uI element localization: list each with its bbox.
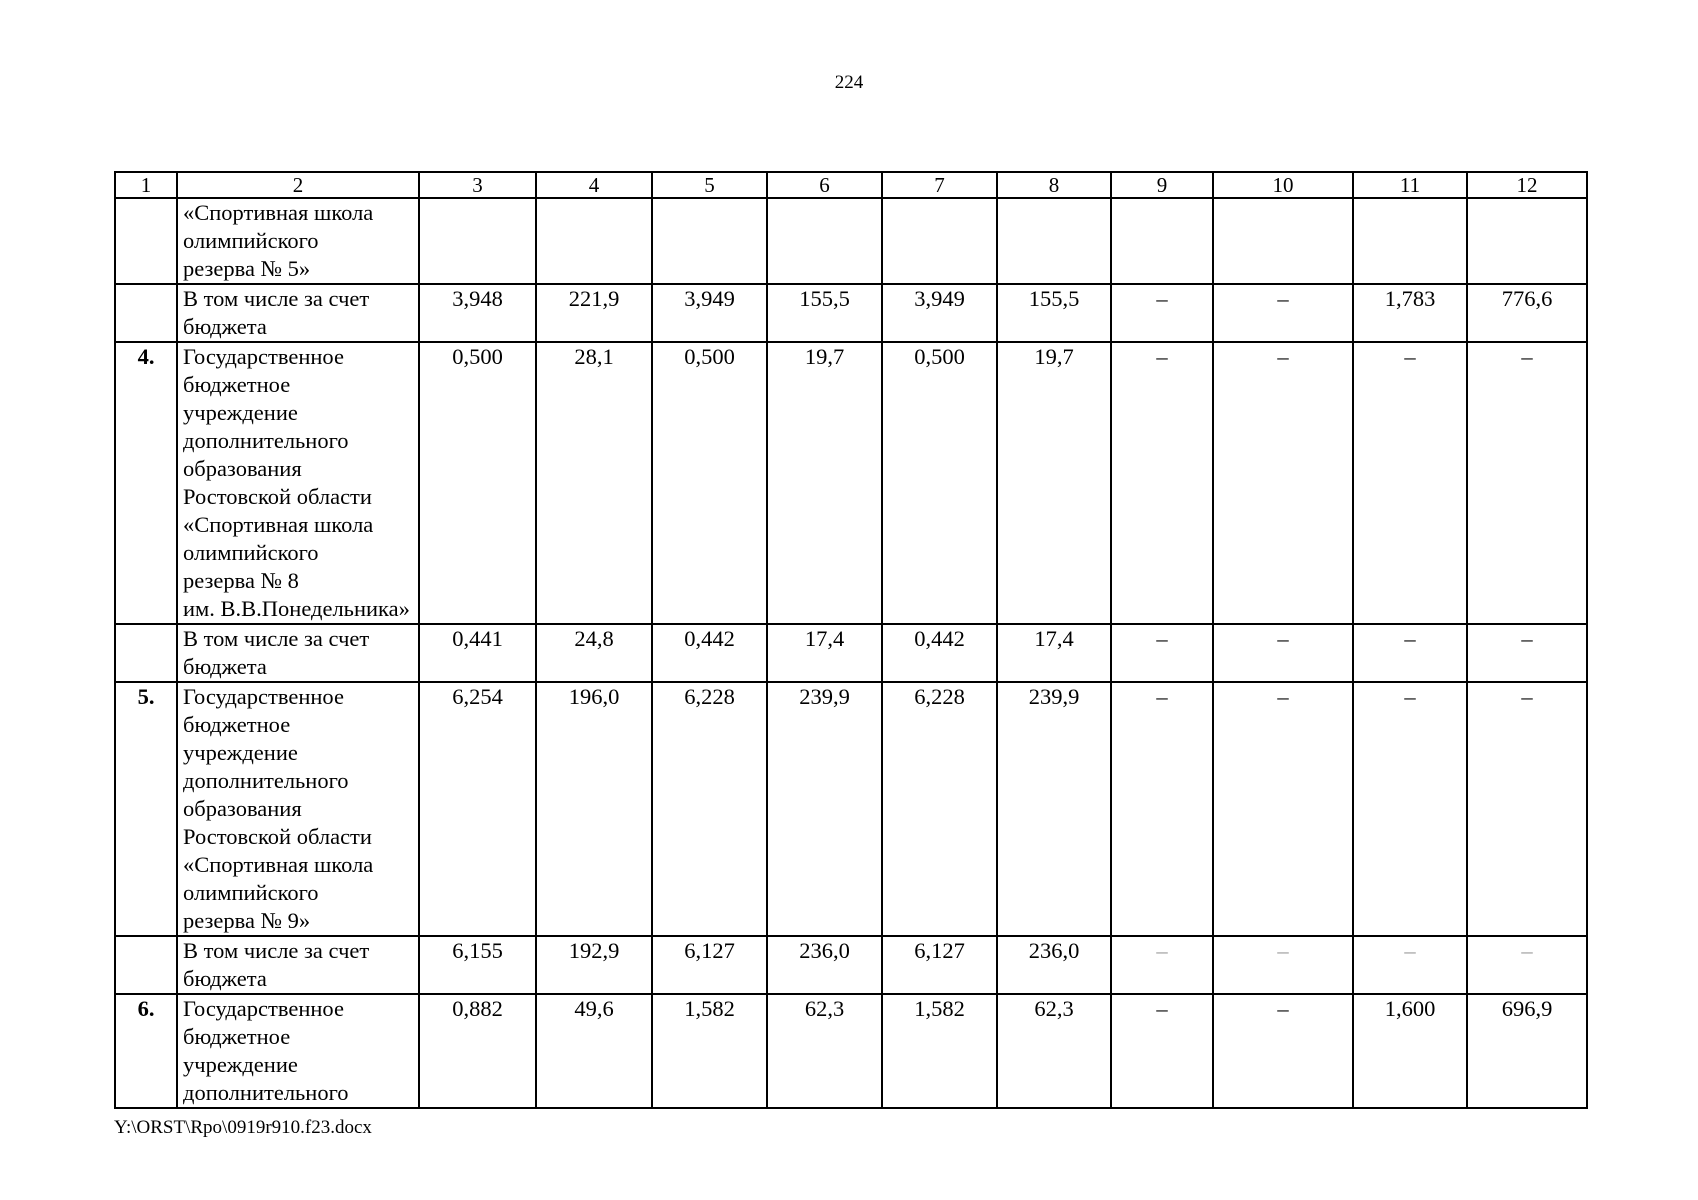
column-number-header: 12 xyxy=(1467,172,1587,198)
column-number-header: 2 xyxy=(177,172,419,198)
value-cell: 192,9 xyxy=(536,936,652,994)
value-cell: 6,228 xyxy=(882,682,997,936)
column-number-header: 10 xyxy=(1213,172,1353,198)
value-cell: 3,949 xyxy=(882,284,997,342)
value-cell: 776,6 xyxy=(1467,284,1587,342)
value-cell: 0,441 xyxy=(419,624,536,682)
value-cell: 221,9 xyxy=(536,284,652,342)
value-cell: 1,582 xyxy=(882,994,997,1108)
value-cell xyxy=(997,198,1111,284)
value-cell: 62,3 xyxy=(997,994,1111,1108)
value-cell: 49,6 xyxy=(536,994,652,1108)
value-cell: 19,7 xyxy=(997,342,1111,624)
value-cell: 6,155 xyxy=(419,936,536,994)
table-row xyxy=(115,198,1587,284)
institution-name-cell: Государственное бюджетное учреждение дополнительного xyxy=(177,994,419,1108)
value-cell: 0,442 xyxy=(652,624,767,682)
table-row xyxy=(115,284,1587,342)
value-cell: 239,9 xyxy=(997,682,1111,936)
table-row xyxy=(115,936,1587,994)
column-number-header: 4 xyxy=(536,172,652,198)
value-cell: – xyxy=(1213,624,1353,682)
value-cell: – xyxy=(1467,624,1587,682)
row-number-cell: 6. xyxy=(115,994,177,1108)
page-number: 224 xyxy=(834,72,864,93)
value-cell: 28,1 xyxy=(536,342,652,624)
value-cell: 0,500 xyxy=(419,342,536,624)
value-cell: 155,5 xyxy=(997,284,1111,342)
value-cell: – xyxy=(1111,682,1213,936)
value-cell: – xyxy=(1111,994,1213,1108)
value-cell: 0,500 xyxy=(882,342,997,624)
value-cell: 24,8 xyxy=(536,624,652,682)
value-cell xyxy=(1213,198,1353,284)
value-cell: 696,9 xyxy=(1467,994,1587,1108)
value-cell: 6,254 xyxy=(419,682,536,936)
file-path-footer: Y:\ORST\Rpo\0919r910.f23.docx xyxy=(114,1117,372,1138)
row-number-cell: 4. xyxy=(115,342,177,624)
row-number-cell: 5. xyxy=(115,682,177,936)
row-number-cell xyxy=(115,198,177,284)
column-number-header: 5 xyxy=(652,172,767,198)
column-number-header: 3 xyxy=(419,172,536,198)
institution-name-cell: В том числе за счет бюджета xyxy=(177,936,419,994)
value-cell: – xyxy=(1111,342,1213,624)
row-number-cell xyxy=(115,624,177,682)
column-number-header: 8 xyxy=(997,172,1111,198)
value-cell: 0,500 xyxy=(652,342,767,624)
value-cell: 3,948 xyxy=(419,284,536,342)
column-number-header: 9 xyxy=(1111,172,1213,198)
table-row xyxy=(115,682,1587,936)
value-cell: – xyxy=(1213,284,1353,342)
value-cell: – xyxy=(1111,936,1213,994)
row-number-cell xyxy=(115,936,177,994)
value-cell: – xyxy=(1467,342,1587,624)
value-cell xyxy=(1353,198,1467,284)
value-cell: 239,9 xyxy=(767,682,882,936)
value-cell xyxy=(1467,198,1587,284)
value-cell: – xyxy=(1213,994,1353,1108)
value-cell xyxy=(652,198,767,284)
value-cell: – xyxy=(1111,284,1213,342)
column-number-header: 6 xyxy=(767,172,882,198)
institution-name-cell: Государственное бюджетное учреждение дополнительного образования Ростовской области «Спортивная школа олимпийского резерва № 8 им. В.В.Понедельника» xyxy=(177,342,419,624)
value-cell: 6,228 xyxy=(652,682,767,936)
column-number-header: 11 xyxy=(1353,172,1467,198)
value-cell: – xyxy=(1353,342,1467,624)
value-cell: – xyxy=(1467,936,1587,994)
value-cell: – xyxy=(1213,936,1353,994)
value-cell: 196,0 xyxy=(536,682,652,936)
value-cell: 19,7 xyxy=(767,342,882,624)
value-cell: 6,127 xyxy=(652,936,767,994)
value-cell: – xyxy=(1467,682,1587,936)
table-row xyxy=(115,994,1587,1108)
value-cell: – xyxy=(1213,682,1353,936)
value-cell: – xyxy=(1353,682,1467,936)
value-cell: 3,949 xyxy=(652,284,767,342)
value-cell xyxy=(536,198,652,284)
value-cell: 0,882 xyxy=(419,994,536,1108)
value-cell: – xyxy=(1111,624,1213,682)
row-number-cell xyxy=(115,284,177,342)
value-cell: 6,127 xyxy=(882,936,997,994)
value-cell: – xyxy=(1213,342,1353,624)
institution-name-cell: В том числе за счет бюджета xyxy=(177,284,419,342)
data-table xyxy=(114,171,1588,1109)
column-number-header: 7 xyxy=(882,172,997,198)
header-row xyxy=(115,172,1587,198)
value-cell: 236,0 xyxy=(767,936,882,994)
value-cell: 0,442 xyxy=(882,624,997,682)
institution-name-cell: В том числе за счет бюджета xyxy=(177,624,419,682)
value-cell: 1,783 xyxy=(1353,284,1467,342)
value-cell xyxy=(419,198,536,284)
value-cell: 1,582 xyxy=(652,994,767,1108)
value-cell: 155,5 xyxy=(767,284,882,342)
value-cell xyxy=(1111,198,1213,284)
value-cell: 1,600 xyxy=(1353,994,1467,1108)
value-cell: 17,4 xyxy=(767,624,882,682)
institution-name-cell: Государственное бюджетное учреждение дополнительного образования Ростовской области «Спортивная школа олимпийского резерва № 9» xyxy=(177,682,419,936)
value-cell: 236,0 xyxy=(997,936,1111,994)
value-cell xyxy=(767,198,882,284)
table-row xyxy=(115,342,1587,624)
institution-name-cell: «Спортивная школа олимпийского резерва № 5» xyxy=(177,198,419,284)
table-body xyxy=(115,172,1587,1108)
value-cell: 62,3 xyxy=(767,994,882,1108)
table-row xyxy=(115,624,1587,682)
value-cell xyxy=(882,198,997,284)
value-cell: – xyxy=(1353,624,1467,682)
column-number-header: 1 xyxy=(115,172,177,198)
value-cell: – xyxy=(1353,936,1467,994)
value-cell: 17,4 xyxy=(997,624,1111,682)
